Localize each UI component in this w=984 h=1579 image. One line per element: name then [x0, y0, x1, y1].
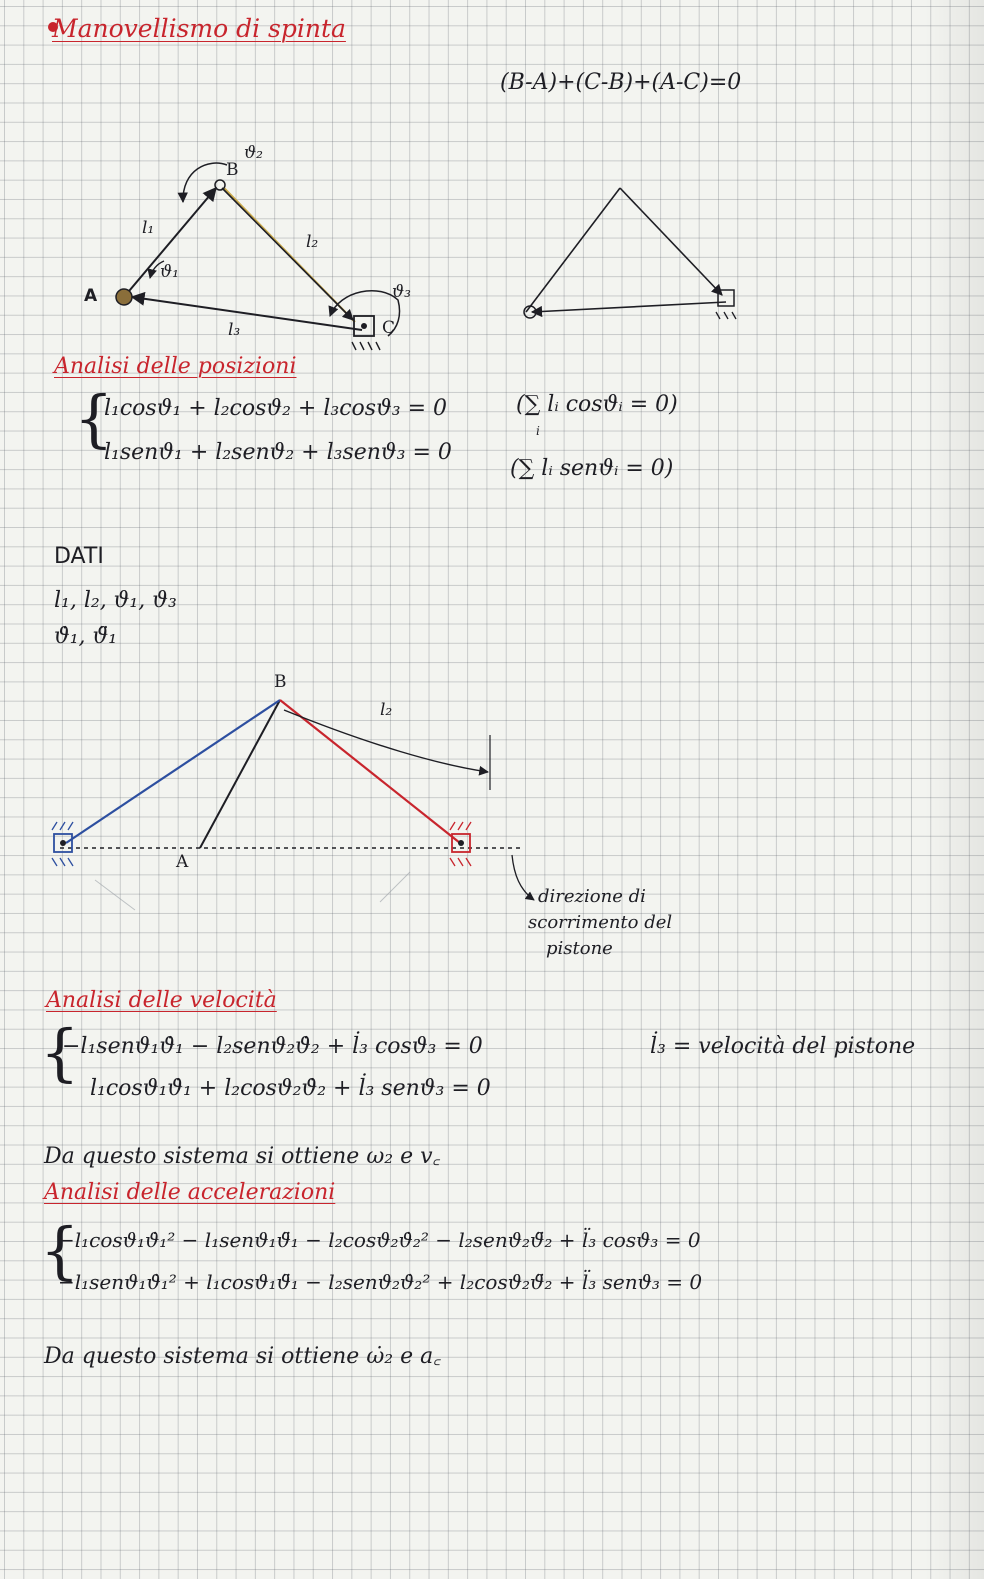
vector-triangle-diagram [524, 188, 736, 319]
label-point-c: C [382, 318, 396, 338]
link-3-vector [132, 297, 362, 330]
diagram2-label-l2: l₂ [380, 700, 393, 720]
piston-velocity-note: l̇₃ = velocità del pistone [650, 1034, 916, 1059]
mechanism-diagram [116, 163, 400, 350]
label-link-3: l₃ [228, 320, 241, 340]
positions-heading: Analisi delle posizioni [54, 354, 297, 379]
velocity-result: Da questo sistema si ottiene ω₂ e v꜀ [44, 1144, 441, 1169]
diagram2-label-b: B [274, 672, 287, 692]
page-title: Manovellismo di spinta [52, 14, 346, 43]
data-line-2: ϑ̇₁, ϑ̈₁ [54, 624, 118, 649]
data-line-1: l₁, l₂, ϑ₁, ϑ₃ [54, 588, 177, 613]
acceleration-eq-1: −l₁cosϑ₁ϑ̇₁² − l₁senϑ₁ϑ̈₁ − l₂cosϑ₂ϑ̇₂² − l₂senϑ₂ϑ̈₂ + l̈₃ cosϑ₃ = 0 [58, 1228, 701, 1252]
acceleration-eq-2: −l₁senϑ₁ϑ̇₁² + l₁cosϑ₁ϑ̈₁ − l₂senϑ₂ϑ̇₂² + l₂cosϑ₂ϑ̈₂ + l̈₃ senϑ₃ = 0 [58, 1270, 703, 1294]
piston-note-line-3: pistone [546, 938, 613, 959]
sum-sin-equation: (∑ lᵢ senϑᵢ = 0) [510, 456, 674, 481]
label-angle-3: ϑ₃ [392, 282, 411, 302]
joint-a [116, 289, 132, 305]
data-heading: DATI [54, 544, 104, 569]
positions-brace: { [74, 382, 114, 455]
velocity-eq-2: l₁cosϑ₁ϑ̇₁ + l₂cosϑ₂ϑ̇₂ + l̇₃ senϑ₃ = 0 [90, 1076, 491, 1101]
velocity-eq-1: −l₁senϑ₁ϑ̇₁ − l₂senϑ₂ϑ̇₂ + l̇₃ cosϑ₃ = 0 [62, 1034, 483, 1059]
velocity-brace: { [40, 1016, 80, 1089]
piston-note-line-2: scorrimento del [528, 912, 673, 933]
label-point-b: B [226, 160, 239, 180]
acceleration-result: Da questo sistema si ottiene ω̇₂ e a꜀ [44, 1344, 441, 1369]
velocity-heading: Analisi delle velocità [46, 988, 277, 1013]
vector-equation: (B-A)+(C-B)+(A-C)=0 [500, 70, 742, 95]
red-link [280, 700, 460, 843]
configurations-diagram [52, 700, 534, 910]
angle-2-arc [183, 163, 227, 202]
acceleration-brace: { [40, 1214, 80, 1287]
sum-index: i [536, 424, 540, 438]
slider-c-pin [361, 323, 367, 329]
label-angle-1: ϑ₁ [160, 262, 179, 282]
label-angle-2: ϑ₂ [244, 143, 263, 163]
link-2-vector [222, 188, 353, 320]
positions-eq-2: l₁senϑ₁ + l₂senϑ₂ + l₃senϑ₃ = 0 [104, 440, 452, 465]
sum-cos-equation: (∑ lᵢ cosϑᵢ = 0) [516, 392, 678, 417]
diagram2-label-a: A [176, 852, 189, 872]
ground-hatch-c [352, 342, 380, 350]
blue-link [66, 700, 280, 843]
note-arrow [512, 855, 534, 900]
crank-line [200, 700, 280, 848]
positions-eq-1: l₁cosϑ₁ + l₂cosϑ₂ + l₃cosϑ₃ = 0 [104, 396, 448, 421]
label-point-a: A [84, 286, 98, 306]
piston-note-line-1: direzione di [538, 886, 646, 907]
label-link-1: l₁ [142, 218, 155, 238]
acceleration-heading: Analisi delle accelerazioni [44, 1180, 336, 1205]
joint-b [215, 180, 225, 190]
label-link-2: l₂ [306, 232, 319, 252]
